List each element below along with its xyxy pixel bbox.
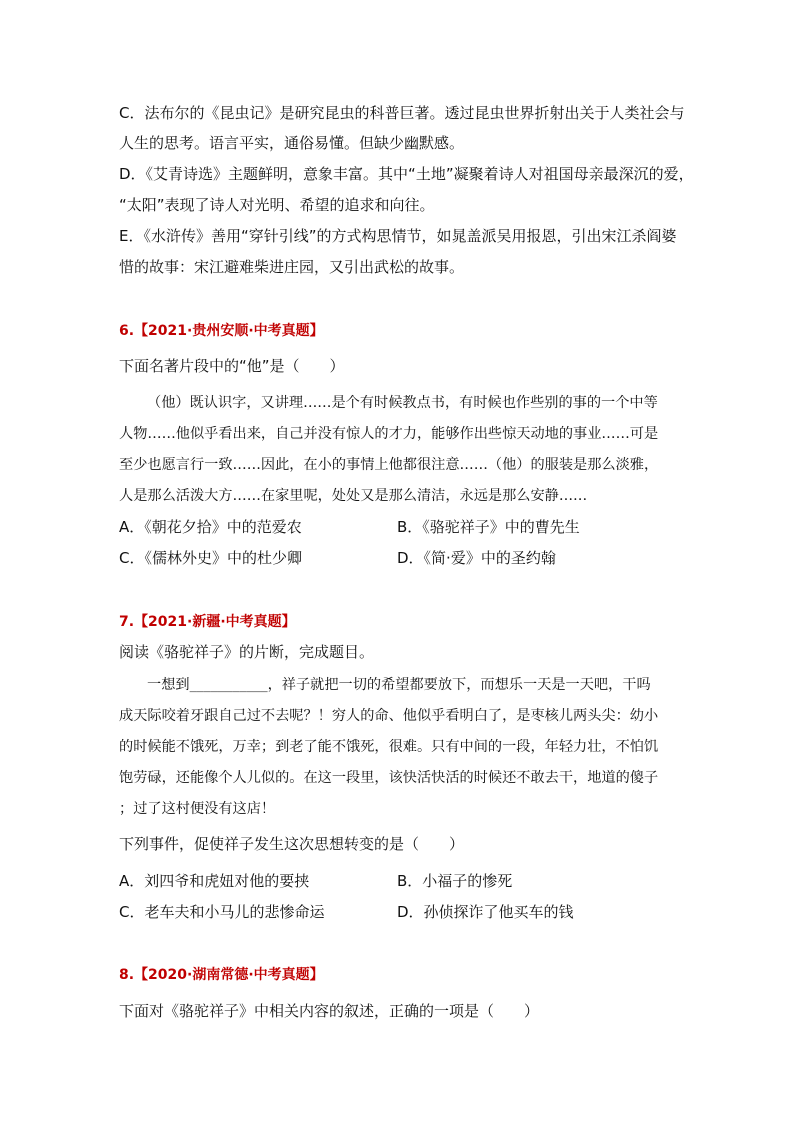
q7-passage-line4: 饱劳碌，还能像个人儿似的。在这一段里，该快活快活的时候还不敢去干，地道的傻子 [119,770,659,786]
q7-heading: 7.【2021·新疆·中考真题】 [119,614,296,630]
q6-option-a: A．《朝花夕拾》中的范爱农 [119,518,302,536]
q6-passage-line4: 人是那么活泼大方……在家里呢，处处又是那么清洁，永远是那么安静…… [119,488,588,504]
q7-option-c: C．老车夫和小马儿的悲惨命运 [119,903,325,921]
q5-option-d-line2: “太阳”表现了诗人对光明、希望的追求和向往。 [119,196,435,214]
q7-option-a: A．刘四爷和虎妞对他的要挟 [119,872,310,890]
q6-passage-line3: 至少也愿言行一致……因此，在小的事情上他都很注意……（他）的服装是那么淡雅， [119,457,659,473]
q7-option-b: B．小福子的惨死 [397,872,513,890]
q7-passage-line5: ；过了这村便没有这店！ [119,801,276,817]
q8-stem: 下面对《骆驼祥子》中相关内容的叙述，正确的一项是（ ） [119,1002,540,1020]
q7-passage-line1: 一想到___________，祥子就把一切的希望都要放下，而想乐一天是一天吧，干吗 [147,677,651,693]
q5-option-e-line1: E．《水浒传》善用“穿针引线”的方式构思情节，如晁盖派吴用报恩，引出宋江杀阎婆 [119,227,677,245]
q7-passage-line3: 的时候能不饿死，万幸；到老了能不饿死，很难。只有中间的一段，年轻力壮，不怕饥 [119,739,659,755]
q8-heading: 8.【2020·湖南常德·中考真题】 [119,967,324,983]
q6-heading: 6.【2021·贵州安顺·中考真题】 [119,323,324,339]
q7-passage-line2: 成天际咬着牙跟自己过不去呢？！穷人的命、他似乎看明白了，是枣核儿两头尖：幼小 [119,708,659,724]
q6-option-c: C．《儒林外史》中的杜少卿 [119,549,302,567]
q5-option-d-line1: D．《艾青诗选》主题鲜明，意象丰富。其中“土地”凝聚着诗人对祖国母亲最深沉的爱， [119,165,694,183]
q7-stem: 阅读《骆驼祥子》的片断，完成题目。 [119,643,375,661]
q6-passage-line2: 人物……他似乎看出来，自己并没有惊人的才力，能够作出些惊天动地的事业……可是 [119,426,659,442]
q5-option-c-line2: 人生的思考。语言平实，通俗易懂。但缺少幽默感。 [119,134,465,152]
q7-question: 下列事件，促使祥子发生这次思想转变的是（ ） [119,835,465,853]
q7-option-d: D．孙侦探诈了他买车的钱 [397,903,574,921]
q6-option-b: B．《骆驼祥子》中的曹先生 [397,518,580,536]
q6-stem: 下面名著片段中的“他”是（ ） [119,357,345,375]
q5-option-c-line1: C．法布尔的《昆虫记》是研究昆虫的科普巨著。透过昆虫世界折射出关于人类社会与 [119,104,685,122]
q6-option-d: D．《简·爱》中的圣约翰 [397,549,556,567]
q6-passage-line1: （他）既认识字，又讲理……是个有时候教点书，有时候也作些别的事的一个中等 [147,395,658,411]
q5-option-e-line2: 惜的故事：宋江避难柴进庄园，又引出武松的故事。 [119,258,465,276]
